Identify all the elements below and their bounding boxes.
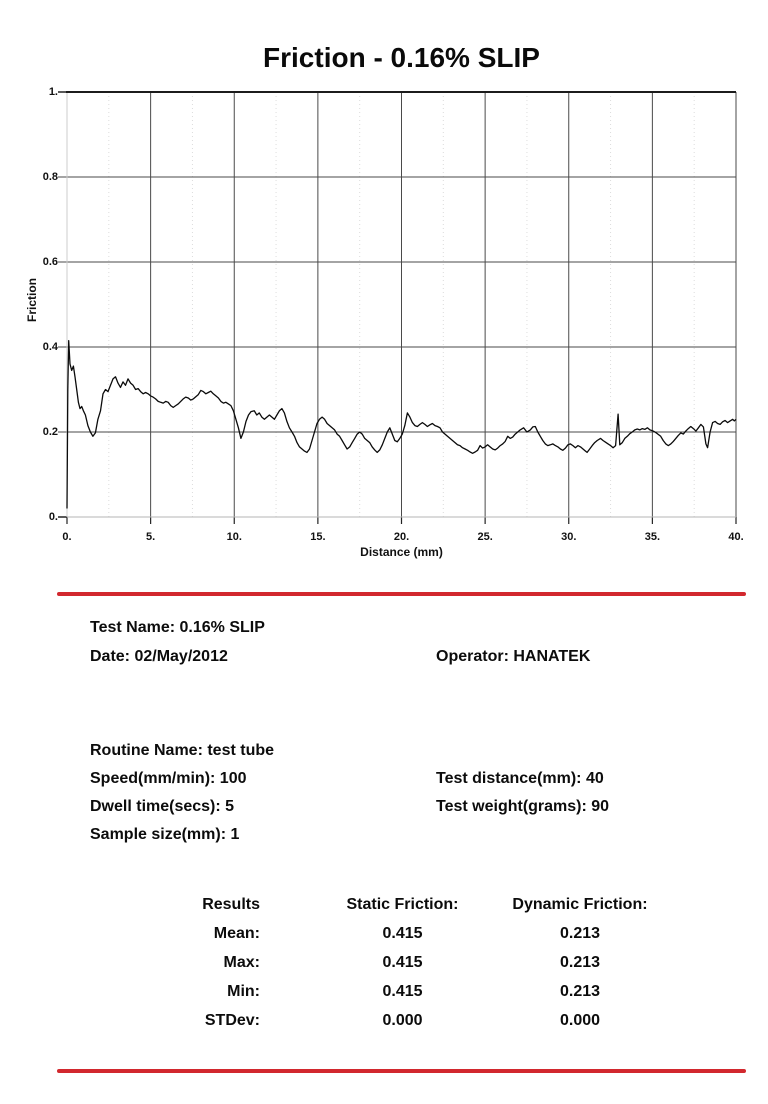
min-dynamic-value: 0.213: [559, 983, 601, 1000]
table-row-max: [0, 954, 768, 983]
chart-title: Friction - 0.16% SLIP: [263, 42, 540, 73]
x-tick-label: 35.: [644, 531, 661, 543]
x-tick-label: 40.: [728, 531, 744, 543]
x-tick-label: 25.: [477, 531, 493, 543]
dynamic-friction-header: Dynamic Friction:: [512, 896, 648, 913]
dwell-time-line: Dwell time(secs): 5: [90, 798, 235, 815]
operator-line: Operator: HANATEK: [436, 648, 591, 665]
y-tick-label: 0.4: [42, 341, 58, 353]
x-axis-label: Distance (mm): [360, 545, 443, 559]
x-tick-label: 0.: [62, 531, 72, 543]
x-tick-label: 10.: [226, 531, 242, 543]
date-line: Date: 02/May/2012: [90, 648, 228, 665]
results-table: [0, 896, 768, 1041]
y-tick-label: 1.: [48, 86, 58, 98]
table-row-mean: [0, 925, 768, 954]
table-row-min: [0, 983, 768, 1012]
stdev-label: STDev:: [204, 1012, 260, 1029]
min-static-value: 0.415: [382, 983, 423, 1000]
speed-line: Speed(mm/min): 100: [90, 770, 247, 787]
y-tick-label: 0.: [48, 511, 58, 523]
test-distance-line: Test distance(mm): 40: [436, 770, 604, 787]
max-label: Max:: [223, 954, 260, 971]
routine-name-line: Routine Name: test tube: [90, 742, 275, 759]
max-static-value: 0.415: [382, 954, 423, 971]
stdev-static-value: 0.000: [382, 1012, 423, 1029]
stdev-dynamic-value: 0.000: [559, 1012, 601, 1029]
table-row-stdev: [0, 1012, 768, 1041]
test-weight-line: Test weight(grams): 90: [436, 798, 610, 815]
y-tick-label: 0.8: [42, 171, 58, 183]
x-tick-label: 15.: [310, 531, 326, 543]
static-friction-header: Static Friction:: [346, 896, 459, 913]
x-tick-label: 5.: [146, 531, 156, 543]
results-header-row: [0, 896, 768, 925]
y-axis-label: Friction: [25, 278, 39, 322]
mean-static-value: 0.415: [382, 925, 423, 942]
mean-dynamic-value: 0.213: [559, 925, 601, 942]
sample-size-line: Sample size(mm): 1: [90, 826, 240, 843]
x-tick-label: 30.: [561, 531, 577, 543]
top-red-divider: [57, 592, 746, 596]
y-tick-label: 0.2: [42, 426, 58, 438]
mean-label: Mean:: [213, 925, 260, 942]
x-tick-label: 20.: [393, 531, 410, 543]
test-name-line: Test Name: 0.16% SLIP: [90, 619, 265, 636]
min-label: Min:: [227, 983, 260, 1000]
bottom-red-divider: [57, 1069, 746, 1073]
y-tick-label: 0.6: [42, 256, 58, 268]
max-dynamic-value: 0.213: [559, 954, 601, 971]
results-header: Results: [202, 896, 260, 913]
